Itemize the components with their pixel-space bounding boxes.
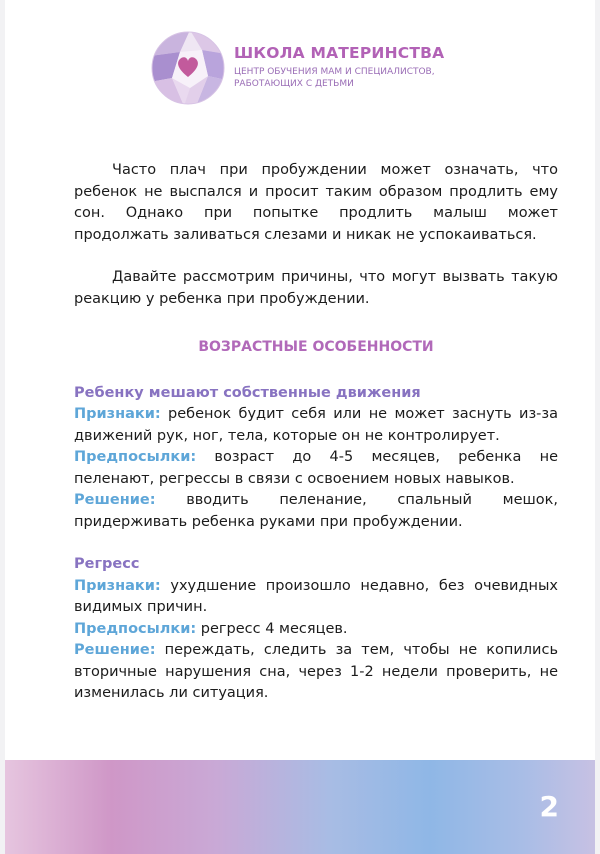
document-page: [5, 0, 595, 854]
solution-item: [74, 640, 558, 705]
prerequisites-item: [74, 447, 558, 490]
section-heading: ВОЗРАСТНЫЕ ОСОБЕННОСТИ: [198, 339, 434, 355]
prerequisites-text: регресс 4 месяцев.: [196, 620, 348, 637]
signs-text: ребенок будит себя или не может заснуть из-за движений рук, ног, тела, которые он не контролирует.: [74, 406, 558, 444]
subsection-title: Ребенку мешают собственные движения: [74, 384, 421, 401]
article-body: [74, 160, 558, 705]
footer-gradient-band: [5, 760, 595, 854]
logo-emblem: [150, 30, 226, 106]
school-title: ШКОЛА МАТЕРИНСТВА: [234, 44, 445, 62]
solution-text: вводить пеленание, спальный мешок, придерживать ребенка руками при пробуждении.: [74, 492, 558, 530]
subsection-title: Регресс: [74, 556, 140, 572]
signs-item: [74, 576, 558, 619]
prerequisites-label: Предпосылки:: [74, 620, 197, 637]
solution-label: Решение:: [74, 492, 156, 508]
prerequisites-item: [74, 619, 558, 641]
intro-paragraph: Давайте рассмотрим причины, что могут вызвать такую реакцию у ребенка при пробуждении.: [74, 269, 558, 307]
intro-paragraph: Часто плач при пробуждении может означать, что ребенок не выспался и просит таким образом продлить ему сон. Однако при попытке продлить малыш может продолжать заливаться слезами и никак не успокаиваться.: [74, 162, 558, 243]
signs-label: Признаки:: [74, 577, 161, 594]
signs-label: Признаки:: [74, 406, 161, 422]
prerequisites-label: Предпосылки:: [74, 449, 197, 465]
prerequisites-text: возраст до 4-5 месяцев, ребенка не пеленают, регрессы в связи с освоением новых навыков.: [74, 449, 558, 487]
page-number: 2: [539, 790, 559, 823]
solution-item: [74, 490, 558, 533]
solution-label: Решение:: [74, 642, 156, 658]
solution-text: переждать, следить за тем, чтобы не копились вторичные нарушения сна, через 1-2 недели проверить, не изменилась ли ситуация.: [74, 642, 558, 701]
signs-text: ухудшение произошло недавно, без очевидных видимых причин.: [74, 577, 558, 615]
signs-item: [74, 404, 558, 447]
school-subtitle: ЦЕНТР ОБУЧЕНИЯ МАМ И СПЕЦИАЛИСТОВ, РАБОТАЮЩИХ С ДЕТЬМИ: [234, 67, 435, 89]
school-logo: [150, 30, 480, 110]
